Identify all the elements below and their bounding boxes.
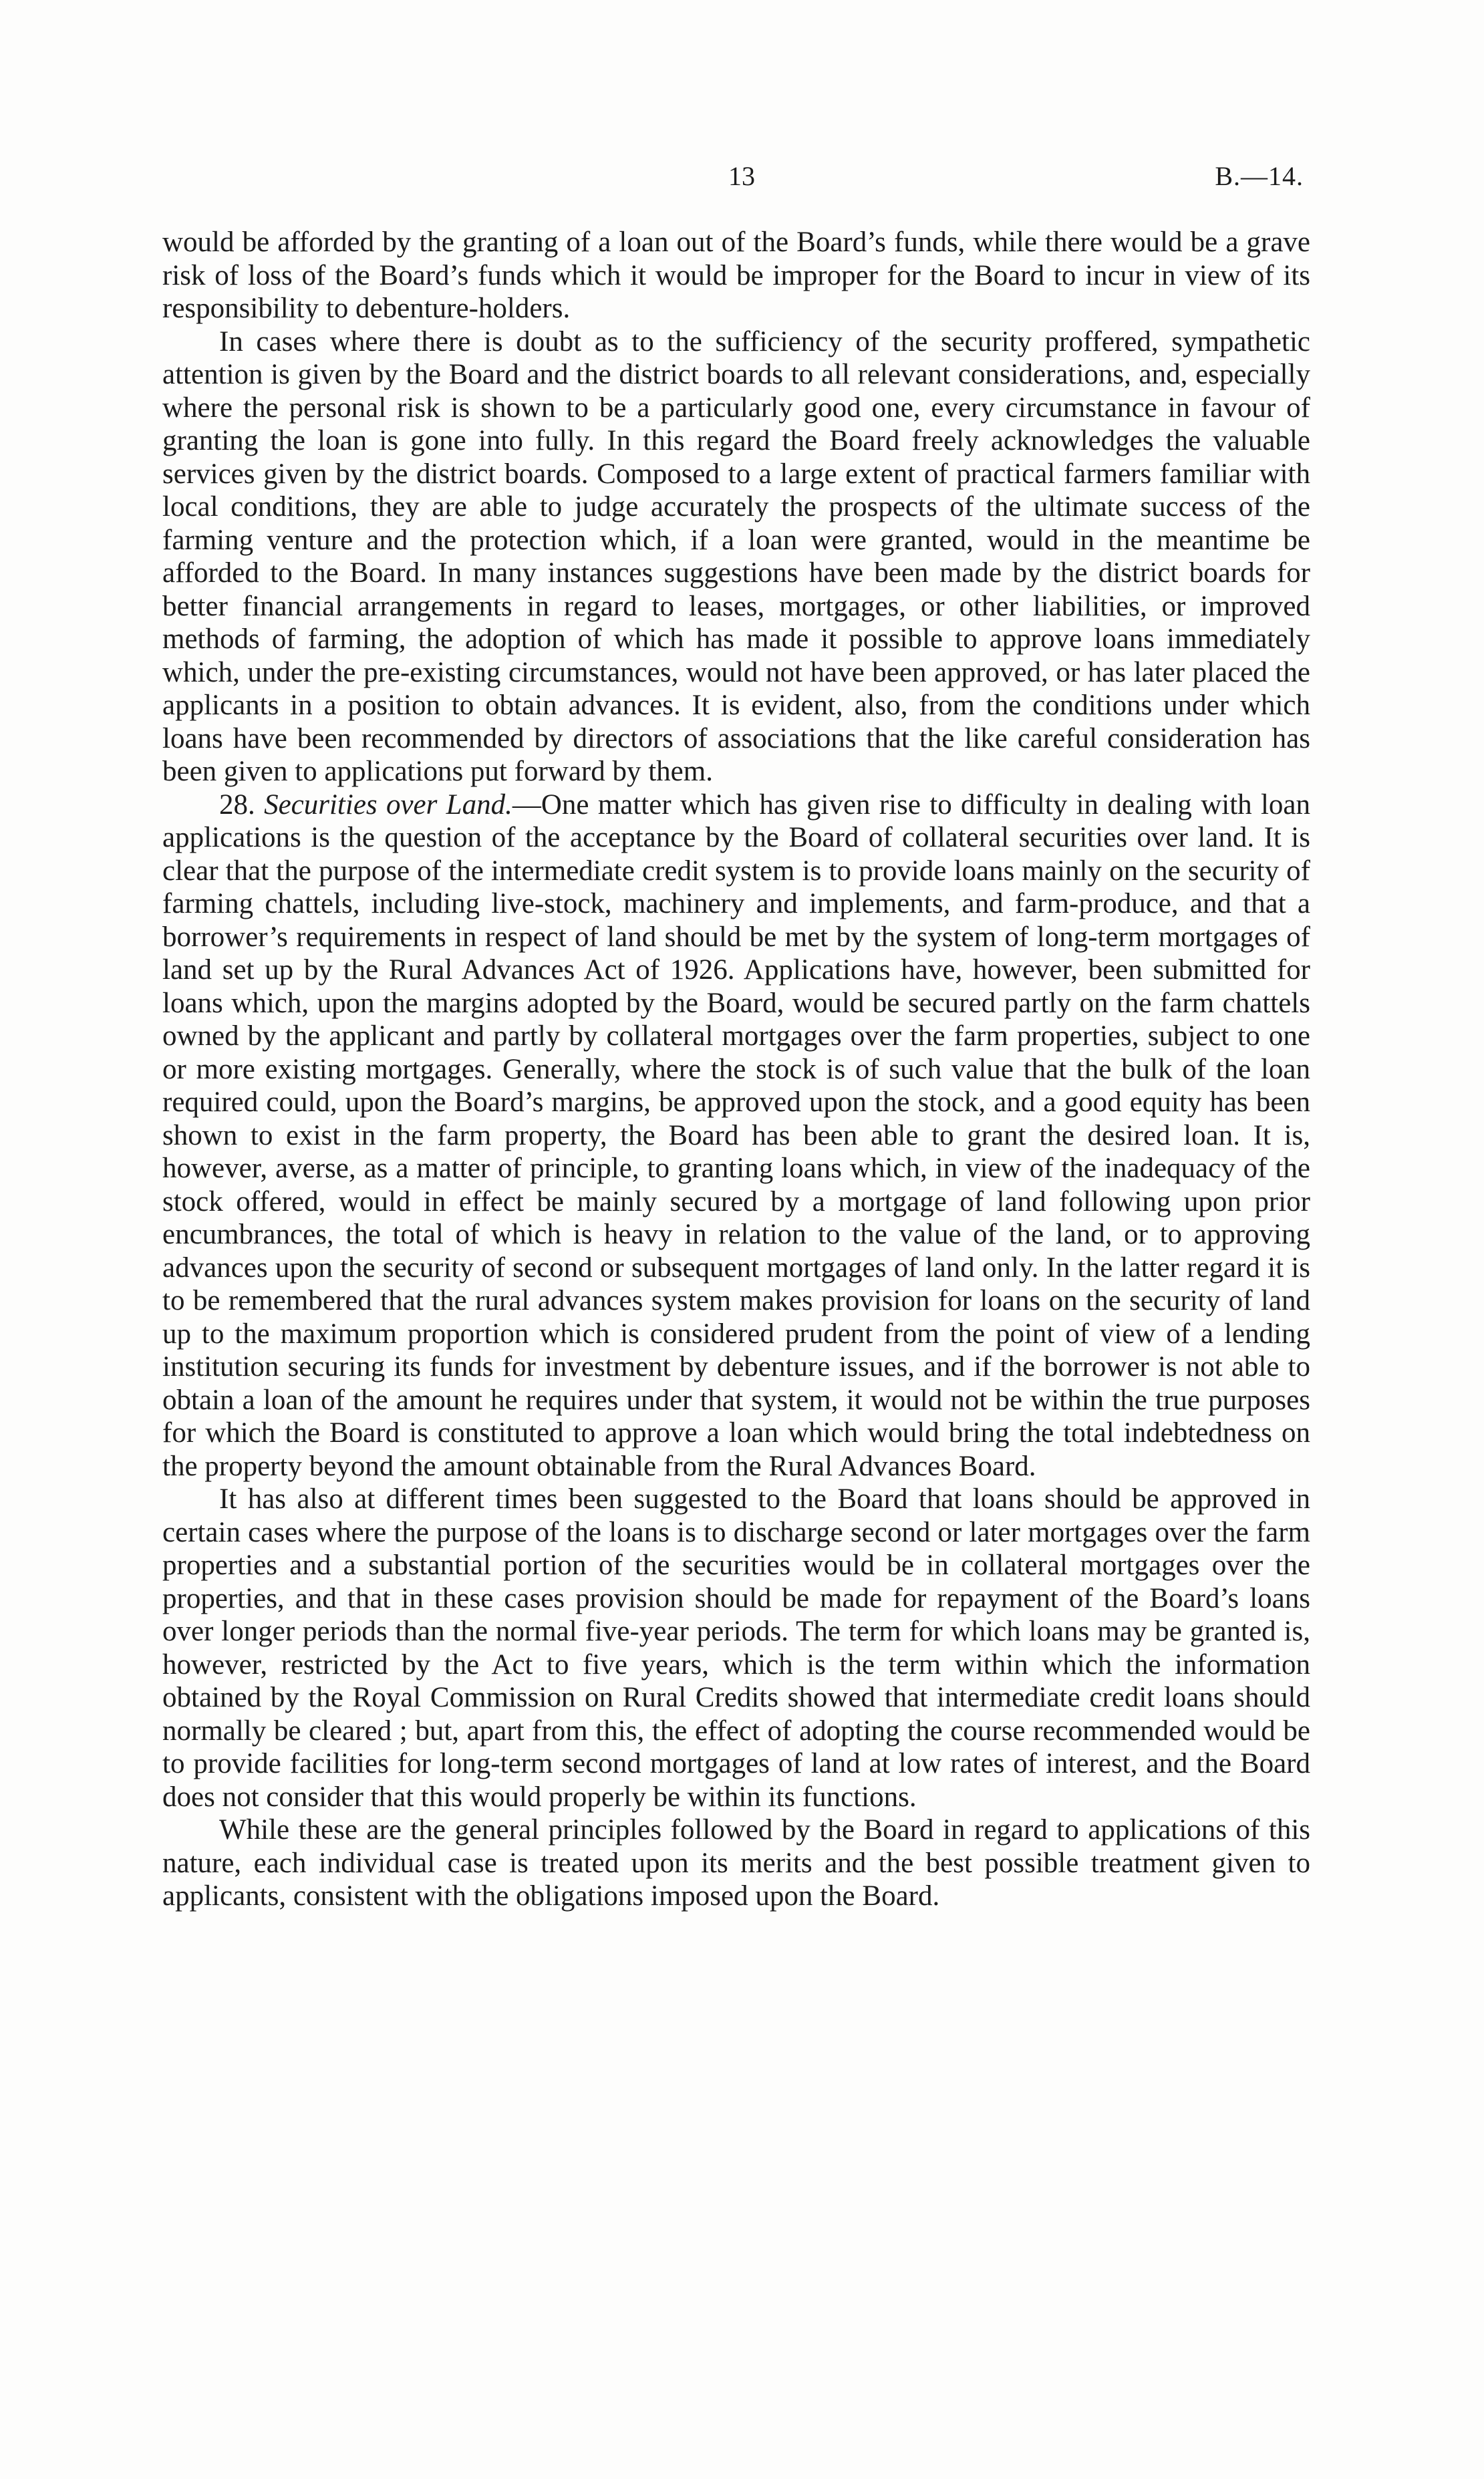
page-number: 13 <box>728 161 755 191</box>
section-number: 28. <box>219 788 255 821</box>
paragraph-general-principles <box>162 1813 1310 1913</box>
paragraph-text: would be afforded by the granting of a loan out of the Board’s funds, while there would be a grave risk of loss of the Board’s funds which it would be improper for the Board to incur in view of its responsibility to debenture-holders. <box>162 227 1310 324</box>
paragraph-second-mortgages <box>162 1483 1310 1813</box>
paragraph-text: It has also at different times been suggested to the Board that loans should be approved in certain cases where the purpose of the loans is to discharge second or later mortgages over the farm properties and a substantial portion of the securities would be in collateral mortgages over the properties, and that in these cases provision should be made for repayment of the Board’s loans over longer periods than the normal five-year periods. The term for which loans may be granted is, however, restricted by the Act to five years, which is the term within which the information obtained by the Royal Commission on Rural Credits showed that intermediate credit loans should normally be cleared ; but, apart from this, the effect of adopting the course recommended would be to provide facilities for long-term second mortgages of land at low rates of interest, and the Board does not consider that this would properly be within its functions. <box>162 1483 1310 1813</box>
paragraph-text: In cases where there is doubt as to the sufficiency of the security proffered, sympathetic attention is given by the Board and the district boards to all relevant considerations, and, especially where the personal risk is shown to be a particularly good one, every circumstance in favour of granting the loan is gone into fully. In this regard the Board freely acknowledges the valuable services given by the district boards. Composed to a large extent of practical farmers familiar with local conditions, they are able to judge accurately the prospects of the ultimate success of the farming venture and the protection which, if a loan were granted, would in the meantime be afforded to the Board. In many instances suggestions have been made by the district boards for better financial arrangements in regard to leases, mortgages, or other liabilities, or improved methods of farming, the adoption of which has made it possible to approve loans immediately which, under the pre-existing circumstances, would not have been approved, or has later placed the applicants in a position to obtain advances. It is evident, also, from the conditions under which loans have been recommended by directors of associations that the like careful consideration has been given to applications put forward by them. <box>162 325 1310 787</box>
paragraph-text: —One matter which has given rise to difficulty in dealing with loan applications is the question of the acceptance by the Board of collateral securities over land. It is clear that the purpose of the intermediate credit system is to provide loans mainly on the security of farming chattels, including live-stock, machinery and implements, and farm-produce, and that a borrower’s requirements in respect of land should be met by the system of long-term mortgages of land set up by the Rural Advances Act of 1926. Applications have, however, been submitted for loans which, upon the margins adopted by the Board, would be secured partly on the farm chattels owned by the applicant and partly by collateral mortgages over the farm properties, subject to one or more existing mortgages. Generally, where the stock is of such value that the bulk of the loan required could, upon the Board’s margins, be approved upon the stock, and a good equity has been shown to exist in the farm property, the Board has been able to grant the desired loan. It is, however, averse, as a matter of principle, to granting loans which, in view of the inadequacy of the stock offered, would in effect be mainly secured by a mortgage of land following upon prior encumbrances, the total of which is heavy in relation to the value of the land, or to approving advances upon the security of second or subsequent mortgages of land only. In the latter regard it is to be remembered that the rural advances system makes provision for loans on the security of land up to the maximum proportion which is considered prudent from the point of view of a lending institution securing its funds for investment by debenture issues, and if the borrower is not able to obtain a loan of the amount he requires under that system, it would not be within the true purposes for which the Board is constituted to approve a loan which would bring the total indebtedness on the property beyond the amount obtainable from the Rural Advances Board. <box>162 788 1311 1482</box>
section-title: Securities over Land. <box>264 788 512 821</box>
paragraph-text: While these are the general principles followed by the Board in regard to applications of this nature, each individual case is treated upon its merits and the best possible treatment given to applicants, consistent with the obligations imposed upon the Board. <box>162 1814 1310 1912</box>
body-text <box>162 226 1310 1913</box>
paragraph-district-boards <box>162 325 1310 788</box>
paragraph-continuation <box>162 226 1310 325</box>
paragraph-securities-over-land <box>162 788 1310 1483</box>
document-reference: B.—14. <box>1215 161 1304 191</box>
